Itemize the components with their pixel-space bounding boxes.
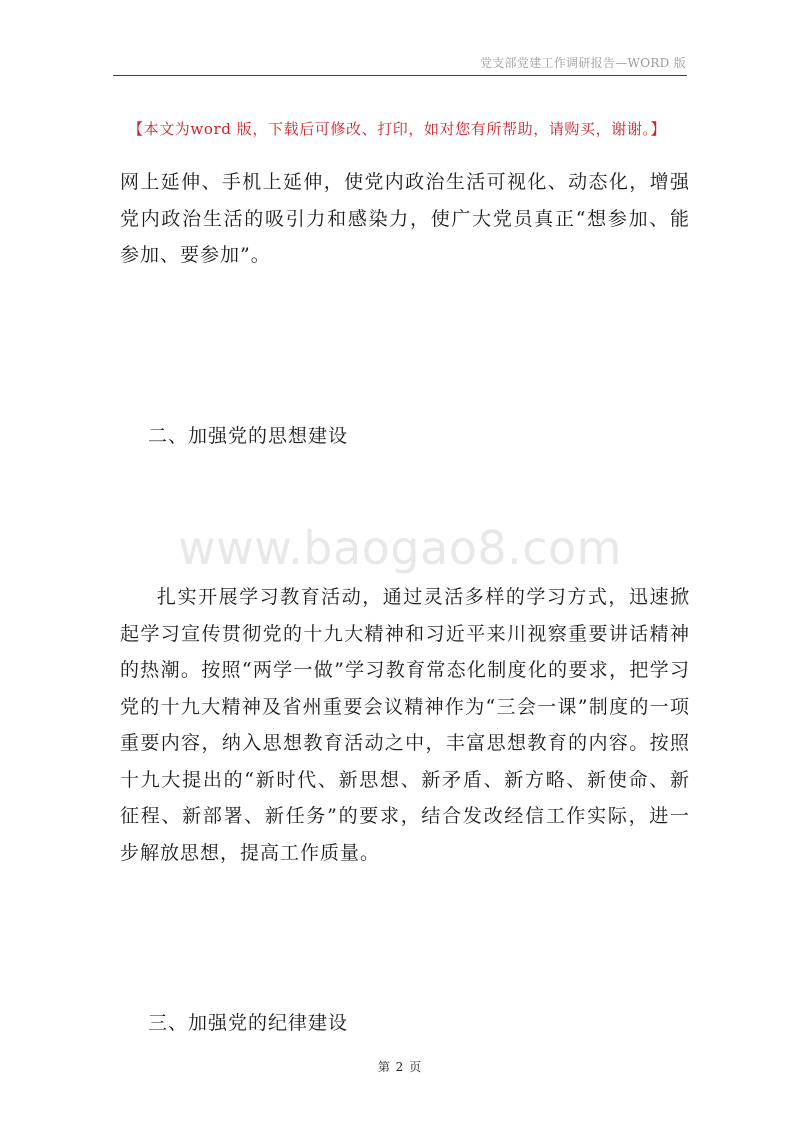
- purchase-notice: 【本文为word 版，下载后可修改、打印，如对您有所帮助，请购买，谢谢。】: [128, 120, 667, 138]
- page-number: 第 2 页: [377, 1060, 423, 1074]
- watermark-text: www.baogao8.com: [178, 521, 622, 575]
- page-header-title: 党支部党建工作调研报告—WORD 版: [479, 56, 686, 70]
- section-paragraph-thought: 扎实开展学习教育活动，通过灵活多样的学习方式，迅速掀起学习宣传贯彻党的十九大精神和习近平来川视察重要讲话精神的热潮。按照“两学一做”学习教育常态化制度化的要求，把学习党的十九大精神及省州重要会议精神作为“三会一课”制度的一项重要内容，纳入思想教育活动之中，丰富思想教育的内容。按照十九大提出的“新时代、新思想、新矛盾、新方略、新使命、新征程、新部署、新任务”的要求，结合发改经信工作实际，进一步解放思想，提高工作质量。: [120, 586, 690, 864]
- section-heading-discipline: 三、加强党的纪律建设: [148, 1012, 349, 1034]
- header-divider: [113, 75, 687, 76]
- section-heading-thought: 二、加强党的思想建设: [148, 425, 349, 447]
- continued-paragraph: 网上延伸、手机上延伸，使党内政治生活可视化、动态化，增强党内政治生活的吸引力和感染力，使广大党员真正“想参加、能参加、要参加”。: [120, 171, 690, 266]
